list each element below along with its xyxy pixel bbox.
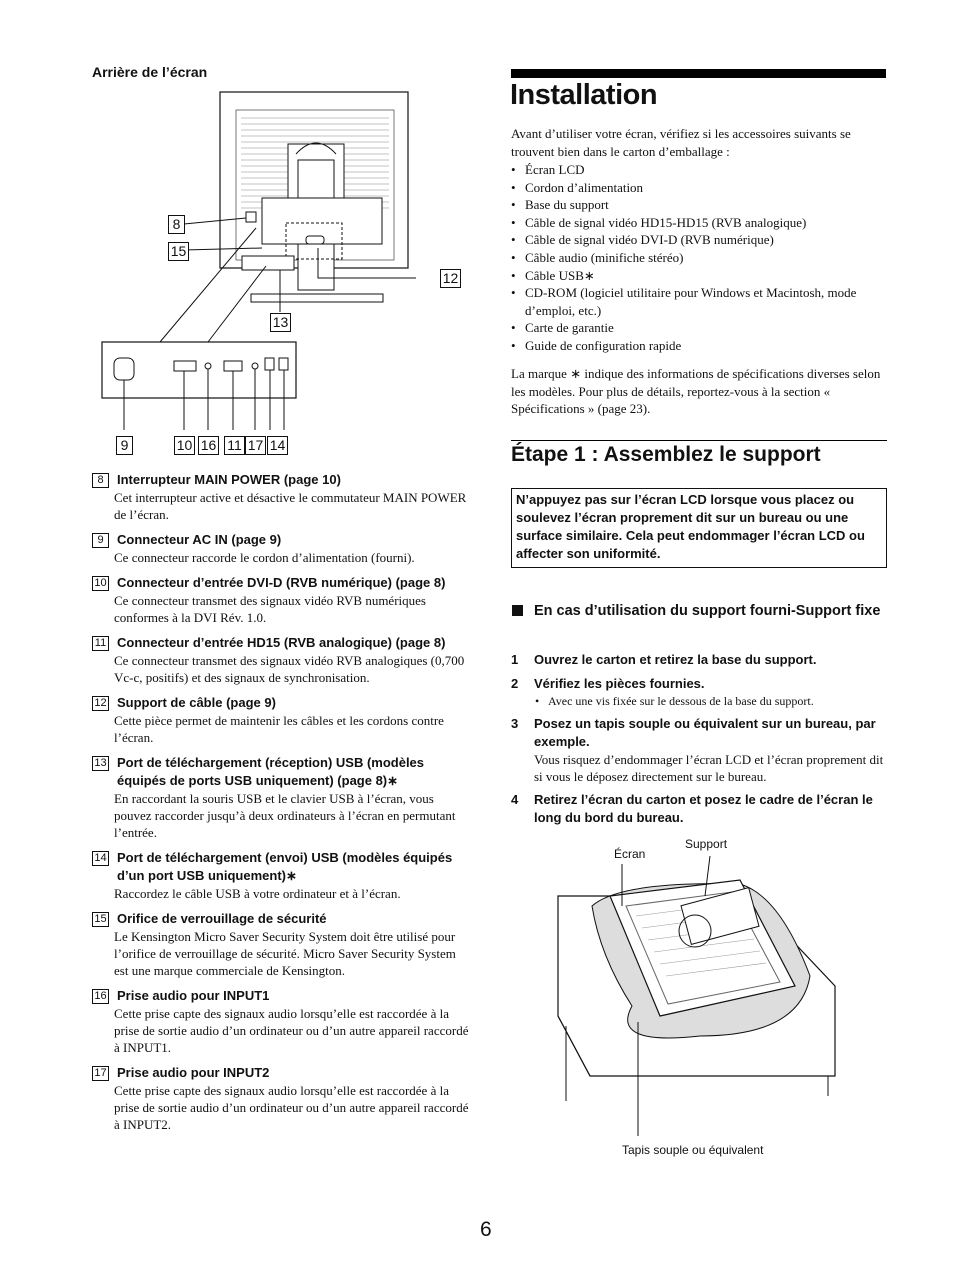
list-item: • Câble de signal vidéo DVI-D (RVB numérique) — [511, 231, 889, 249]
step-title-text: Vérifiez les pièces fournies. — [534, 676, 705, 691]
list-item: • Carte de garantie — [511, 319, 889, 337]
step-item — [511, 791, 887, 827]
item-title: Connecteur AC IN (page 9) — [117, 532, 282, 547]
list-item — [92, 634, 472, 686]
list-item — [92, 1064, 472, 1133]
step-number: 1 — [511, 652, 519, 667]
item-description: Ce connecteur raccorde le cordon d’alimentation (fourni). — [114, 550, 415, 565]
step-item — [511, 675, 887, 709]
list-item: • Écran LCD — [511, 161, 889, 179]
list-item: • Câble USB∗ — [511, 267, 889, 285]
item-number: 9 — [92, 533, 109, 548]
label-support: Support — [685, 837, 728, 851]
step-title-text: Posez un tapis souple ou équivalent sur un bureau, par exemple. — [534, 716, 876, 749]
item-description: Cette prise capte des signaux audio lorsqu’elle est raccordée à la prise de sortie audio d’un ordinateur ou d’un autre appareil raccordé à INPUT2. — [114, 1083, 469, 1132]
callout-14: 14 — [267, 436, 288, 455]
asterisk-note: La marque ∗ indique des informations de spécifications diverses selon les modèles. Pour plus de détails, reportez-vous à la section « Spécifications » (page 23). — [511, 366, 881, 417]
item-title: Port de téléchargement (envoi) USB (modèles équipés d’un port USB uniquement)∗ — [117, 850, 453, 883]
item-number: 11 — [92, 636, 109, 651]
item-number: 17 — [92, 1066, 109, 1081]
item-title: Interrupteur MAIN POWER (page 10) — [117, 472, 341, 487]
steps-list — [511, 651, 887, 833]
step-item — [511, 715, 887, 785]
rear-parts-list — [92, 471, 472, 1141]
list-item — [92, 531, 472, 566]
page-number: 6 — [480, 1218, 492, 1241]
list-item: • Cordon d’alimentation — [511, 179, 889, 197]
rear-view-heading: Arrière de l’écran — [92, 64, 208, 80]
item-number: 15 — [92, 912, 109, 927]
step-title: Étape 1 : Assemblez le support — [511, 443, 821, 466]
callout-17: 17 — [245, 436, 266, 455]
callout-8: 8 — [168, 215, 185, 234]
accessories-list — [511, 161, 889, 355]
item-title: Connecteur d’entrée HD15 (RVB analogique) (page 8) — [117, 635, 446, 650]
step-description: Vous risquez d’endommager l’écran LCD et l’écran proprement dit si vous le déposez directement sur le bureau. — [534, 752, 884, 784]
callout-10: 10 — [174, 436, 195, 455]
item-description: Cet interrupteur active et désactive le commutateur MAIN POWER de l’écran. — [114, 490, 467, 522]
step-number: 3 — [511, 716, 519, 731]
page-title: Installation — [510, 79, 658, 111]
callout-12: 12 — [440, 269, 461, 288]
item-number: 12 — [92, 696, 109, 711]
list-item: • Guide de configuration rapide — [511, 337, 889, 355]
list-item — [92, 849, 472, 902]
desk-illustration — [550, 836, 840, 1136]
label-tapis: Tapis souple ou équivalent — [622, 1143, 764, 1157]
callout-9: 9 — [116, 436, 133, 455]
list-item: • Base du support — [511, 196, 889, 214]
monitor-on-desk-illustration — [550, 836, 840, 1136]
label-ecran: Écran — [614, 847, 646, 861]
list-item — [92, 987, 472, 1056]
item-title: Connecteur d’entrée DVI-D (RVB numérique) (page 8) — [117, 575, 446, 590]
item-number: 8 — [92, 473, 109, 488]
callout-16: 16 — [198, 436, 219, 455]
step-rule — [511, 440, 887, 441]
section-top-rule — [511, 69, 886, 78]
subheading-text: En cas d’utilisation du support fourni-Support fixe — [534, 603, 881, 619]
list-item — [92, 754, 472, 841]
item-title: Orifice de verrouillage de sécurité — [117, 911, 327, 926]
item-number: 13 — [92, 756, 109, 771]
item-title: Support de câble (page 9) — [117, 695, 276, 710]
callout-11: 11 — [224, 436, 245, 455]
callout-15: 15 — [168, 242, 189, 261]
item-number: 10 — [92, 576, 109, 591]
subheading — [511, 601, 881, 621]
item-description: Cette pièce permet de maintenir les câbles et les cordons contre l’écran. — [114, 713, 444, 745]
item-description: Le Kensington Micro Saver Security System doit être utilisé pour l’orifice de verrouillage de sécurité. Micro Saver Security System est une marque commerciale de Kensington. — [114, 929, 456, 978]
item-description: Ce connecteur transmet des signaux vidéo RVB analogiques (0,700 Vc-c, positifs) et des signaux de synchronisation. — [114, 653, 465, 685]
intro-text: Avant d’utiliser votre écran, vérifiez si les accessoires suivants se trouvent bien dans le carton d’emballage : — [511, 126, 851, 159]
monitor-rear-illustration — [96, 88, 416, 458]
rear-panel-diagram — [96, 88, 459, 458]
item-description: En raccordant la souris USB et le clavier USB à l’écran, vous pouvez raccorder jusqu’à deux ordinateurs à l’écran en permutant l’entrée. — [114, 791, 456, 840]
item-description: Ce connecteur transmet des signaux vidéo RVB numériques conformes à la DVI Rév. 1.0. — [114, 593, 426, 625]
list-item: • Câble de signal vidéo HD15-HD15 (RVB analogique) — [511, 214, 889, 232]
list-item: • Câble audio (minifiche stéréo) — [511, 249, 889, 267]
list-item — [92, 471, 472, 523]
step-bullet: • Avec une vis fixée sur le dessous de la base du support. — [534, 693, 814, 709]
step-number: 4 — [511, 792, 519, 807]
step-title-text: Retirez l’écran du carton et posez le cadre de l’écran le long du bord du bureau. — [534, 792, 873, 825]
item-title: Prise audio pour INPUT2 — [117, 1065, 270, 1080]
step-item — [511, 651, 887, 669]
warning-box: N’appuyez pas sur l’écran LCD lorsque vous placez ou soulevez l’écran proprement dit sur un bureau ou une surface similaire. Cela peut endommager l’écran LCD ou affecter son uniformité. — [511, 488, 887, 568]
item-number: 16 — [92, 989, 109, 1004]
item-description: Raccordez le câble USB à votre ordinateur et à l’écran. — [114, 886, 401, 901]
step-title-text: Ouvrez le carton et retirez la base du support. — [534, 652, 817, 667]
list-item — [92, 694, 472, 746]
item-number: 14 — [92, 851, 109, 866]
item-description: Cette prise capte des signaux audio lorsqu’elle est raccordée à la prise de sortie audio d’un ordinateur ou d’un autre appareil raccordé à INPUT1. — [114, 1006, 469, 1055]
item-title: Prise audio pour INPUT1 — [117, 988, 270, 1003]
list-item: • CD-ROM (logiciel utilitaire pour Windows et Macintosh, mode d’emploi, etc.) — [511, 284, 889, 319]
square-bullet-icon — [512, 605, 523, 616]
step-number: 2 — [511, 676, 519, 691]
callout-13: 13 — [270, 313, 291, 332]
item-title: Port de téléchargement (réception) USB (modèles équipés de ports USB uniquement) (page 8)∗ — [117, 755, 425, 788]
list-item — [92, 910, 472, 979]
list-item — [92, 574, 472, 626]
